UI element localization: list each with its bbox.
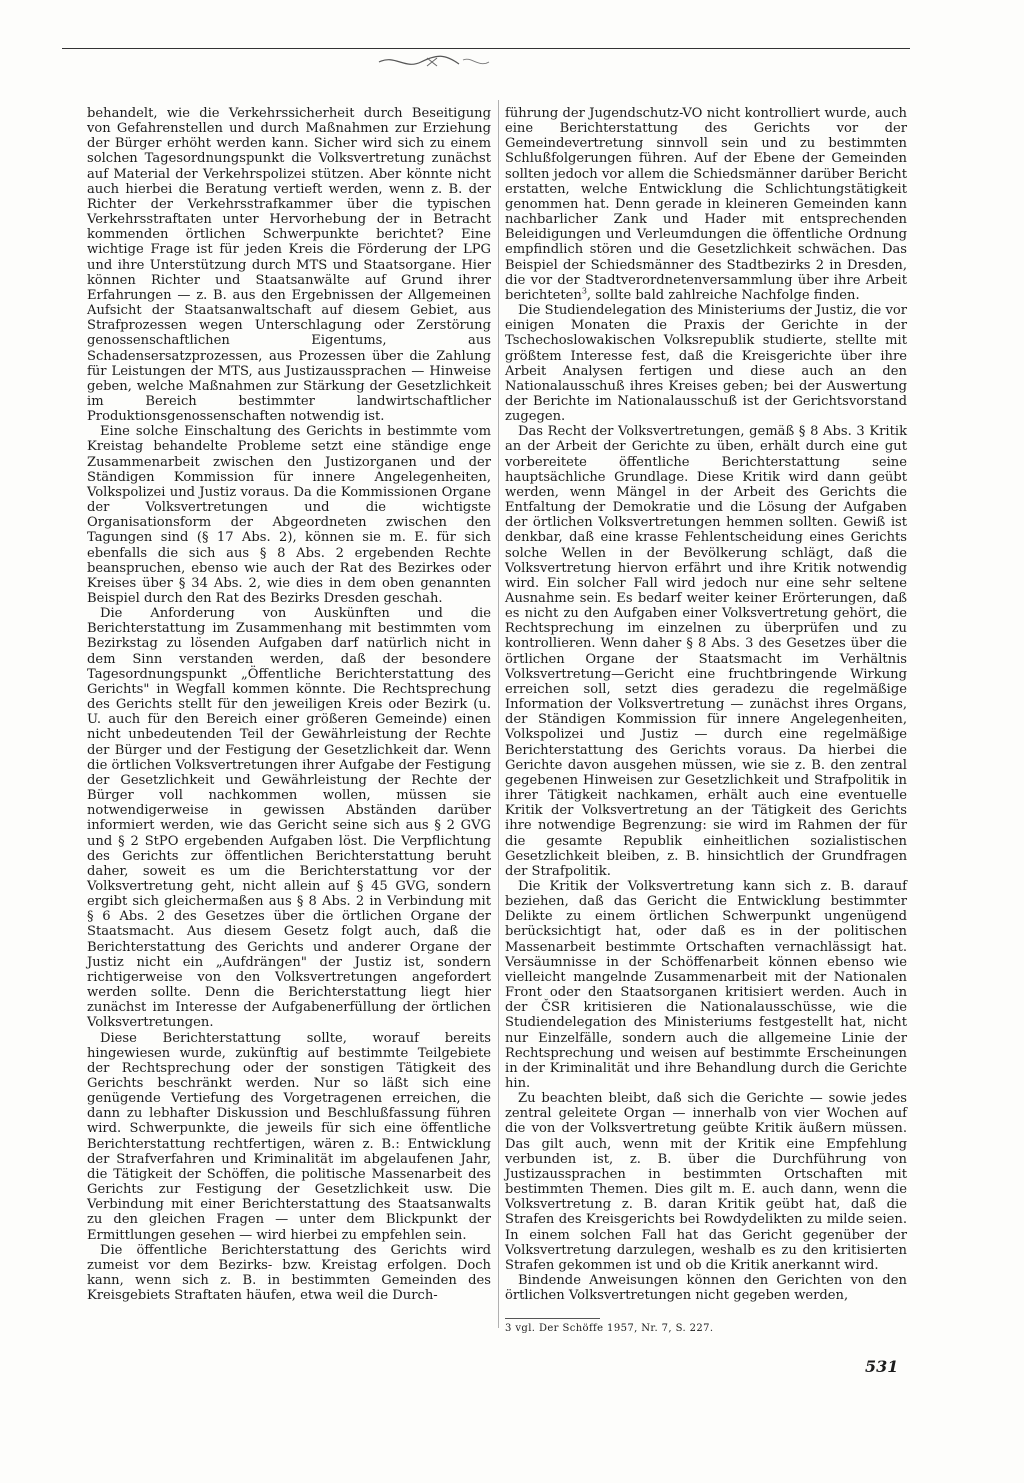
paragraph: Das Recht der Volksvertretungen, gemäß § 8 Abs. 3 Kritik an der Arbeit der Gerichte zu üben, erhält durch eine gut vorbereitete öffentliche Berichterstattung seine hauptsächliche Grundlage. Diese Kritik wird dann geübt werden, wenn Mängel in der Arbeit des Gerichts die Entfaltung der Demokratie und die Lösung der Aufgaben der örtlichen Volksvertretungen hemmen sollten. Gewiß ist denkbar, daß eine krasse Fehlentscheidung eines Gerichts solche Wellen in der Bevölkerung schlägt, daß die Volksvertretung hiervon erfährt und ihre Kritik notwendig wird. Ein solcher Fall wird jedoch nur eine sehr seltene Ausnahme sein. Es bedarf weiter keiner Erörterungen, daß es nicht zu den Aufgaben einer Volksvertretung gehört, die Rechtsprechung im einzelnen zu überprüfen und zu kontrollieren. Wenn daher § 8 Abs. 3 des Gesetzes über die örtlichen Organe der Staatsmacht im Verhältnis Volksvertretung—Gericht eine fruchtbringende Wirkung erreichen soll, setzt dies geradezu die regelmäßige Information der Volksvertretung — zunächst ihres Organs, der Ständigen Kommission für innere Angelegenheiten, Volkspolizei und Justiz — durch eine regelmäßige Berichterstattung des Gerichts voraus. Da hierbei die Gerichte davon ausgehen müssen, wie sie z. B. den zentral gegebenen Hinweisen zur Gesetzlichkeit und Strafpolitik in ihrer Tätigkeit nachkamen, erhält auch eine eventuelle Kritik der Volksvertretung an der Tätigkeit des Gerichts ihre notwendige Begrenzung: sie wird im Rahmen der für die gesamte Republik einheitlichen sozialistischen Gesetzlichkeit bleiben, z. B. hinsichtlich der Grundfragen der Strafpolitik.: [505, 424, 907, 879]
header-ornament-icon: [375, 50, 495, 74]
footnote-marker: 3: [581, 286, 587, 296]
paragraph: Die Kritik der Volksvertretung kann sich z. B. darauf beziehen, daß das Gericht die Entwicklung bestimmter Delikte zu einem örtlichen Schwerpunkt ungenügend berücksichtigt hat, oder daß es in der politischen Massenarbeit bestimmte Ortschaften vernachlässigt hat. Versäumnisse in der Schöffenarbeit können ebenso wie vielleicht mangelnde Zusammenarbeit mit der Nationalen Front oder den Staatsorganen kritisiert werden. Auch in der ČSR kritisieren die Nationalausschüsse, wie die Studiendelegation des Ministeriums festgestellt hat, nicht nur Einzelfälle, sondern auch die allgemeine Linie der Rechtsprechung und weisen auf bestimmte Erscheinungen in der Kriminalität und ihre Behandlung durch die Gerichte hin.: [505, 878, 907, 1091]
header-rule: [62, 48, 910, 49]
paragraph-text: , sollte bald zahlreiche Nachfolge finden.: [586, 287, 860, 303]
paragraph: Die Studiendelegation des Ministeriums der Justiz, die vor einigen Monaten die Praxis der Gerichte in der Tschechoslowakischen Volksrepublik studierte, stellte mit größtem Interesse fest, daß die Kreisgerichte über ihre Arbeit Analysen fertigen und diese auch an den Nationalausschuß ihres Kreises geben; bei der Auswertung der Berichte im Nationalausschuß ist der Gerichtsvorstand zugegen.: [505, 303, 907, 425]
footnote-rule: [505, 1318, 600, 1319]
paragraph: [505, 106, 907, 303]
paragraph-text: führung der Jugendschutz-VO nicht kontrolliert wurde, auch eine Berichterstattung des Gerichts vor der Gemeindevertretung sinnvoll sein und zu bestimmten Schlußfolgerungen führen. Auf der Ebene der Gemeinden sollten jedoch vor allem die Schiedsmänner darüber Bericht erstatten, welche Entwicklung die Schlichtungstätigkeit genommen hat. Denn gerade in kleineren Gemeinden kann nachbarlicher Zank und Hader mit entsprechenden Beleidigungen und Verleumdungen die öffentliche Ordnung empfindlich stören und die Gesetzlichkeit schwächen. Das Beispiel der Schiedsmänner des Stadtbezirks 2 in Dresden, die vor der Stadtverordnetenversammlung über ihre Arbeit berichteten: [505, 106, 907, 303]
paragraph: Zu beachten bleibt, daß sich die Gerichte — sowie jedes zentral geleitete Organ — innerhalb von vier Wochen auf die von der Volksvertretung geübte Kritik äußern müssen. Das gilt auch, wenn mit der Kritik eine Empfehlung verbunden ist, z. B. über die Durchführung von Justizaussprachen in bestimmten Ortschaften mit bestimmten Themen. Dies gilt m. E. auch dann, wenn die Volksvertretung z. B. daran Kritik geübt hat, daß die Strafen des Kreisgerichts bei Rowdydelikten zu milde seien. In einem solchen Fall hat das Gericht gegenüber der Volksvertretung darzulegen, weshalb es zu den kritisierten Strafen gekommen ist und ob die Kritik anerkannt wird.: [505, 1091, 907, 1273]
paragraph: Bindende Anweisungen können den Gerichten von den örtlichen Volksvertretungen nicht gegeben werden,: [505, 1273, 907, 1304]
paragraph: Eine solche Einschaltung des Gerichts in bestimmte vom Kreistag behandelte Probleme setzt eine ständige enge Zusammenarbeit zwischen den Justizorganen und der Ständigen Kommission für innere Angelegenheiten, Volkspolizei und Justiz voraus. Da die Kommissionen Organe der Volksvertretungen und die wichtigste Organisationsform der Abgeordneten zwischen den Tagungen sind (§ 17 Abs. 2), können sie m. E. für sich ebenfalls die sich aus § 8 Abs. 2 ergebenden Rechte beanspruchen, ebenso wie auch der Rat des Bezirkes oder Kreises über § 34 Abs. 2, wie dies in dem oben genannten Beispiel durch den Rat des Bezirks Dresden geschah.: [87, 424, 491, 606]
right-column: [505, 106, 907, 1303]
column-divider: [498, 100, 499, 1328]
paragraph: Die öffentliche Berichterstattung des Gerichts wird zumeist vor dem Bezirks- bzw. Kreistag erfolgen. Doch kann, wenn sich z. B. in bestimmten Gemeinden des Kreisgebiets Straftaten häufen, etwa weil die Durch-: [87, 1242, 491, 1304]
page-number: 531: [865, 1357, 899, 1376]
paragraph: behandelt, wie die Verkehrssicherheit durch Beseitigung von Gefahrenstellen und durch Maßnahmen zur Erziehung der Bürger erhöht werden kann. Sicher wird sich zu einem solchen Tagesordnungspunkt die Volksvertretung zunächst auf Material der Verkehrspolizei stützen. Aber könnte nicht auch hierbei die Beratung vertieft werden, wenn z. B. der Richter der Verkehrsstrafkammer über die typischen Verkehrsstraftaten unter Hervorhebung der in Betracht kommenden örtlichen Schwerpunkte berichtet? Eine wichtige Frage ist für jeden Kreis die Förderung der LPG und ihre Unterstützung durch MTS und Staatsorgane. Hier können Richter und Staatsanwälte auf Grund ihrer Erfahrungen — z. B. aus den Ergebnissen der Allgemeinen Aufsicht der Staatsanwaltschaft auf diesem Gebiet, aus Strafprozessen wegen Unterschlagung oder Zerstörung genossenschaftlichen Eigentums, aus Schadensersatzprozessen, aus Prozessen über die Zahlung für Leistungen der MTS, aus Justizaussprachen — Hinweise geben, welche Maßnahmen zur Stärkung der Gesetzlichkeit im Bereich bestimmter landwirtschaftlicher Produktionsgenossenschaften notwendig ist.: [87, 106, 491, 425]
footnote: 3 vgl. Der Schöffe 1957, Nr. 7, S. 227.: [505, 1323, 714, 1334]
left-column: [87, 106, 491, 1303]
paragraph: Diese Berichterstattung sollte, worauf bereits hingewiesen wurde, zukünftig auf bestimmte Teilgebiete der Rechtsprechung oder der sonstigen Tätigkeit des Gerichts beschränkt werden. Nur so läßt sich eine genügende Vertiefung des Vorgetragenen erreichen, die dann zu lebhafter Diskussion und Beschlußfassung führen wird. Schwerpunkte, die jeweils für sich eine öffentliche Berichterstattung rechtfertigen, wären z. B.: Entwicklung der Strafverfahren und Kriminalität im abgelaufenen Jahr, die Tätigkeit der Schöffen, die politische Massenarbeit des Gerichts zur Festigung der Gesetzlichkeit usw. Die Verbindung mit einer Berichterstattung des Staatsanwalts zu den gleichen Fragen — unter dem Blickpunkt der Ermittlungen gesehen — wird hierbei zu empfehlen sein.: [87, 1030, 491, 1243]
paragraph: Die Anforderung von Auskünften und die Berichterstattung im Zusammenhang mit bestimmten vom Bezirkstag zu lösenden Aufgaben darf natürlich nicht in dem Sinn verstanden werden, daß der besondere Tagesordnungspunkt „Öffentliche Berichterstattung des Gerichts" in Wegfall kommen könnte. Die Rechtsprechung des Gerichts stellt für den jeweiligen Kreis oder Bezirk (u. U. auch für den Bereich einer größeren Gemeinde) einen nicht unbedeutenden Teil der Gewährleistung der Rechte der Bürger und der Festigung der Gesetzlichkeit dar. Wenn die örtlichen Volksvertretungen ihrer Aufgabe der Festigung der Gesetzlichkeit und Gewährleistung der Rechte der Bürger voll nachkommen wollen, müssen sie notwendigerweise in gewissen Abständen darüber informiert werden, wie das Gericht seine sich aus § 2 GVG und § 2 StPO ergebenden Aufgaben löst. Die Verpflichtung des Gerichts zur öffentlichen Berichterstattung beruht daher, soweit es um die Berichterstattung vor der Volksvertretung geht, nicht allein auf § 45 GVG, sondern ergibt sich gleichermaßen aus § 8 Abs. 2 in Verbindung mit § 6 Abs. 2 des Gesetzes über die örtlichen Organe der Staatsmacht. Aus diesem Gesetz folgt auch, daß die Berichterstattung des Gerichts und anderer Organe der Justiz nicht ein „Aufdrängen" der Justiz ist, sondern richtigerweise von den Volksvertretungen angefordert werden sollte. Denn die Berichterstattung liegt hier zunächst im Interesse der Aufgabenerfüllung der örtlichen Volksvertretungen.: [87, 606, 491, 1031]
